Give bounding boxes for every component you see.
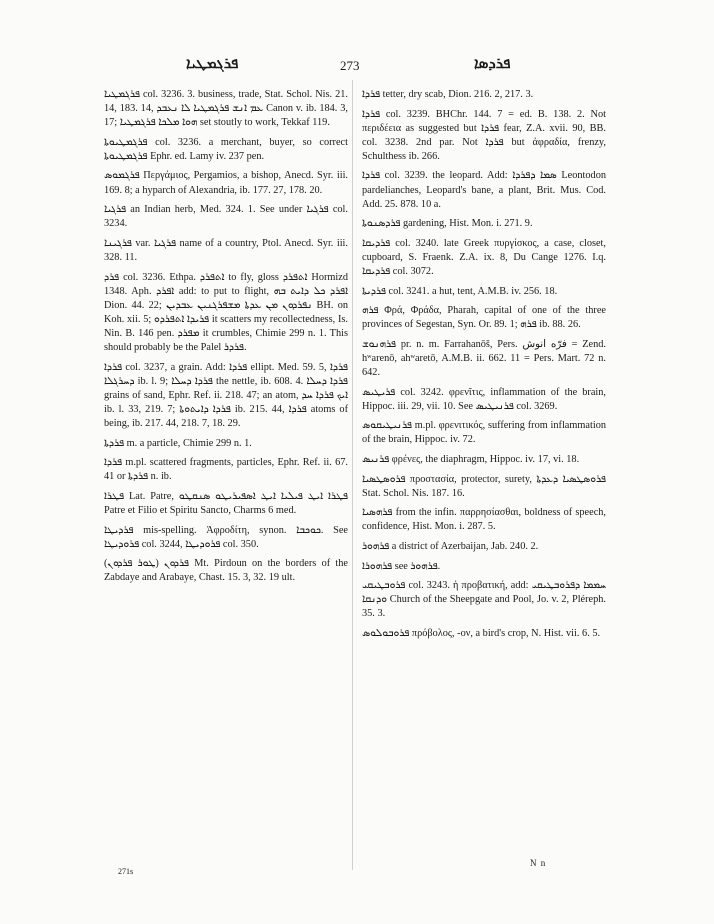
dictionary-entry: ܦܪܓܝܢܐ var. ܦܪܓܝܐ name of a country, Ptol. Anecd. Syr. iii. 328. 11.: [104, 237, 348, 263]
dictionary-entry: ܦܪܗܢܘܫ pr. n. m. Farrahanōš, Pers. فرّه انوش = Zend. hʷarenō, ahʷaretō, A.M.B. ii. 662. 11 = Pers. Mart. 72 n. 642.: [362, 338, 607, 379]
dictionary-entry: ܦܪܓܝܐ an Indian herb, Med. 324. 1. See under ܦܪܓܝܐ col. 3234.: [104, 204, 348, 230]
dictionary-entry: ܦܪܗܣܝܐ from the infin. παρρησίασθαι, boldness of speech, confidence, Hist. Mon. i. 287. 5.: [362, 507, 606, 533]
dictionary-entry: ܦܪܕܝܬܐ col. 3241. a hut, tent, A.M.B. iv. 256. 18.: [362, 285, 558, 297]
dictionary-entry: ܦܪܕܐ tetter, dry scab, Dion. 216. 2, 217. 3.: [362, 89, 534, 100]
dictionary-entry: ܦܪܓܡܛܝܘܬܐ col. 3236. a merchant, buyer, so correct ܦܪܓܡܛܝܘܬܐ Ephr. ed. Lamy iv. 237 pen.: [104, 136, 348, 162]
dictionary-entry: ܦܪܗܘܪ a district of Azerbaijan, Jab. 240. 2.: [362, 541, 539, 553]
dictionary-entry: ܦܪܕܘܢ (ܛܘܪ ܦܪܕܘܢ) Mt. Pirdoun on the borders of the Zabdaye and Arabaye, Chast. 15. 3, 32. 19 ult.: [104, 558, 348, 584]
dictionary-entry: ܦܪܘܣܛܣܝܐ προστασία, protector, surety, ܦܪܘܣܛܣܝܐ ܕܥܕܬܐ Stat. Schol. Nis. 187. 16.: [362, 473, 606, 499]
page-number: 273: [340, 58, 360, 73]
dictionary-entry: ܦܪܕܝܛܐ mis-spelling. Ἀφροδίτη, synon. ܟܘܟܒܐ. See ܦܪܘܕܝܛܐ col. 3244, ܦܪܘܕܝܛܐ col. 350.: [104, 524, 348, 550]
dictionary-entry: ܦܪܕܣܢܘܬܐ gardening, Hist. Mon. i. 271. 9.: [362, 218, 533, 230]
right-column: [362, 88, 606, 647]
running-head-right: ܦܪܕܣܐ: [474, 56, 511, 72]
dictionary-entry: ܦܪܕܐ col. 3237, a grain. Add: ܦܪܕܐ ellipt. Med. 59. 5, ܦܪܕܐ ܕܚܪܓܠܐ ib. l. 9; ܦܪܕܐ ܕܚܠܐ the nettle, ib. 608. 4. ܦܪܕܐ ܕܚܠܐ grains of sand, Ephr. Ref. ii. 218. 47; an atom, ܐܝܟ ܦܪܕܐ ܚܕ ib. l. 33, 219. 7; ܦܪܕܐ ܕܐܝܬܘܬܐ ib. 215. 44, ܦܪܕܐ atoms of being, ib. 217. 44, 218. 7, 18. 29.: [104, 361, 349, 429]
dictionary-entry: ܦܪܘܒܛܝܩܝ col. 3243. ἡ προβατική, add: ܚܡܡܐ ܕܦܪܘܒܛܝܩܝ ܘܕܢܩܐ Church of the Sheepgate and Pool, Jo. v. 2, Pléreph. 35. 3.: [362, 580, 606, 620]
dictionary-entry: ܦܪܝܛܝܣ col. 3242. φρενῖτις, inflammation of the brain, Hippoc. iii. 29, vii. 10. See ܦܪܢܝܛܝܣ col. 3269.: [362, 386, 606, 412]
signature-mark: N n: [530, 858, 547, 868]
dictionary-entry: ܦܪܗܘܪܐ see ܦܪܗܘܪ.: [362, 560, 441, 572]
dictionary-entry: ܦܛܪܐ Lat. Patre, ܦܛܪܐ ܐܝܛ ܦܝܠܝܐ ܐܝܛ ܐܣܦܝܪܝܛܘ ܣܢܩܛܘ Patre et Filio et Spiritu Sancto, Charms 6 med.: [104, 490, 348, 516]
dictionary-entry: ܦܪܕܐ col. 3239. BHChr. 144. 7 = ed. B. 138. 2. Not περιδέεια as suggested but ܦܪܕܐ fear, Z.A. xvii. 90, BB. col. 3238. 2nd par. Not ܦܪܕܐ but ἀφραδία, frenzy, Schulthess ib. 266.: [362, 108, 606, 162]
running-head-left: ܦܪܓܡܛܝܐ: [186, 56, 239, 72]
column-divider: [352, 80, 353, 870]
dictionary-entry: ܦܪܓܡܛܝܐ col. 3236. 3. business, trade, Stat. Schol. Nis. 21. 14, 183. 14, ܥܡ ܐܢܫ ܦܪܓܡܛܝܐ ܠܐ ܢܥܒܕ Canon v. ib. 184. 3, 17; ܗܘܐ ܡܠܟܐ ܦܪܓܡܛܝܐ set stoutly to work, Tekkaf 119.: [104, 89, 348, 129]
dictionary-entry: ܦܪܕܐ col. 3239. the leopard. Add: ܣܡܐ ܕܦܪܕܐ Leontodon pardelianches, Leopard's bane, a plant, Brit. Mus. Cod. Add. 25. 878. 10 a.: [362, 170, 606, 210]
dictionary-entry: ܦܪܢܝܣ φρένες, the diaphragm, Hippoc. iv. 17, vi. 18.: [362, 454, 580, 466]
dictionary-entry: ܦܪܕܬܐ m. a particle, Chimie 299 n. 1.: [104, 437, 252, 449]
dictionary-entry: ܦܪܓܡܘܣ Περγάμιος, Pergamios, a bishop, Anecd. Syr. iii. 169. 8; a hyparch of Alexandria, ib. 177. 27, 178. 20.: [104, 170, 348, 196]
dictionary-entry: ܦܪܢܝܛܝܩܘܣ m.pl. φρενιτικός, suffering from inflammation of the brain, Hippoc. iv. 72.: [362, 420, 606, 446]
signature-mark: 271s: [118, 867, 134, 876]
dictionary-entry: ܦܪܘܒܘܠܘܣ πρόβολος, -ον, a bird's crop, N. Hist. vii. 6. 5.: [362, 628, 601, 639]
left-column: [104, 88, 348, 591]
dictionary-entry: ܦܪܗ Φρά, Φράδα, Pharah, capital of one of the three provinces of Segestan, Syn. Or. 89. 1; ܦܪܗ ib. 88. 26.: [362, 305, 606, 331]
dictionary-entry: ܦܪܕ col. 3236. Ethpa. ܐܬܦܪܕ to fly, gloss ܐܬܦܪܕ Hormizd 1348. Aph. ܐܦܪܕ add: to put to flight, ܐܦܪܕ ܟܠ ܕܐܝܬ ܒܗ Dion. 44. 22; ܢܦܪܕܘܢ ܡܢ ܥܕܬܐ ܡܫܦܪܓܢܝܢ ܥܒܕܝܢ BH. on Koh. xii. 5; ܦܪܝܕܐ ܐܬܦܪܕܘ it scatters my recollectedness, Is. Nin. B. 146 pen. ܡܦܪܕ it crumbles, Chimie 299 n. 1. This should probably be the Palel ܦܪܕܪ.: [104, 271, 348, 353]
dictionary-entry: ܦܪܕܐ m.pl. scattered fragments, particles, Ephr. Ref. ii. 67. 41 or ܦܪܕܬܐ n. ib.: [104, 457, 348, 483]
dictionary-entry: ܦܪܕܝܩܐ col. 3240. late Greek πυργίσκος, a case, closet, cupboard, S. Fraenk. Z.A. ix. 8, Du Cange 1276. I.q. ܦܪܕܝܩܐ col. 3072.: [362, 237, 606, 278]
